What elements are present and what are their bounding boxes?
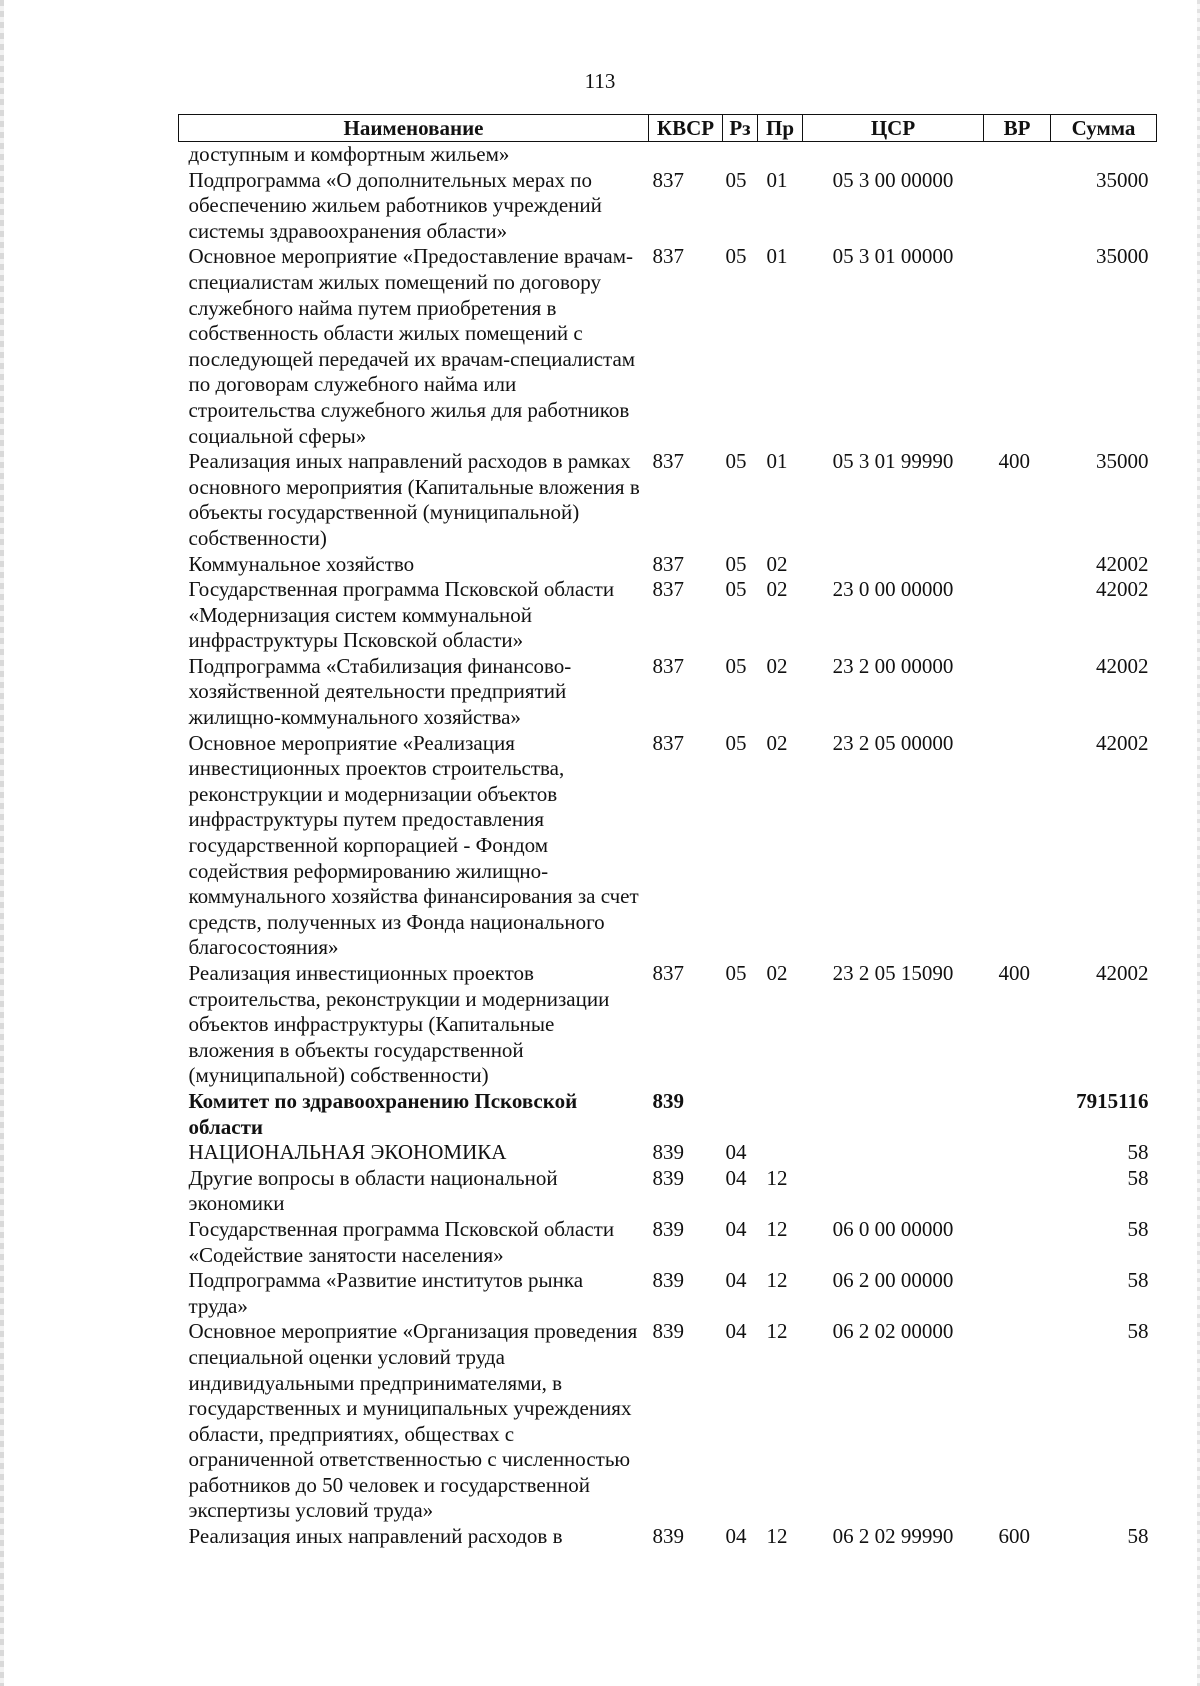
cell-vr [984,1089,1051,1140]
cell-kvsr: 839 [652,1319,684,1344]
cell-vr [984,244,1051,449]
cell-sum: 58 [1127,1268,1149,1293]
cell-name: Подпрограмма «О дополнительных мерах по обеспечению жильем работников учреждений системы здравоохранения области» [188,167,602,243]
cell-pr: 02 [766,730,788,755]
cell-csr: 05 3 00 00000 [832,167,954,192]
cell-pr: 01 [766,449,788,474]
cell-rz: 04 [725,1165,747,1190]
cell-sum: 58 [1127,1165,1149,1190]
cell-name: Основное мероприятие «Реализация инвестиционных проектов строительства, реконструкции и модернизации объектов инфраструктуры путем предоставления государственной корпорацией - Фондом содействия реформированию жилищно-коммунального хозяйства финансирования за счет средств, полученных из Фонда национального благосостояния» [188,730,639,960]
cell-kvsr: 839 [652,1216,684,1241]
cell-name: Подпрограмма «Стабилизация финансово-хозяйственной деятельности предприятий жилищно-коммунального хозяйства» [188,653,572,730]
cell-kvsr: 839 [652,1524,684,1549]
cell-rz: 05 [725,653,747,678]
cell-name: НАЦИОНАЛЬНАЯ ЭКОНОМИКА [188,1140,507,1165]
cell-csr: 23 2 00 00000 [832,653,954,678]
cell-csr: 23 2 05 15090 [832,961,954,985]
cell-rz [723,1089,758,1140]
cell-rz: 05 [725,961,747,985]
cell-vr [984,142,1051,168]
cell-rz: 04 [725,1268,747,1293]
cell-kvsr: 837 [652,730,684,755]
table-body [179,142,1157,1550]
cell-rz [723,142,758,168]
cell-kvsr: 839 [652,1165,684,1190]
cell-sum: 42002 [1096,551,1149,576]
cell-pr: 12 [766,1319,788,1344]
cell-rz: 05 [725,551,747,576]
cell-vr [984,552,1051,578]
cell-pr: 12 [766,1165,788,1190]
cell-csr: 05 3 01 00000 [832,244,954,269]
table-header-row [179,115,1157,142]
cell-csr: 23 0 00 00000 [832,577,954,602]
header-pr: Пр [758,115,803,142]
cell-csr: 06 2 02 00000 [832,1319,954,1344]
cell-name: Другие вопросы в области национальной экономики [188,1165,558,1216]
cell-csr: 23 2 05 00000 [832,730,954,755]
cell-csr [803,142,984,168]
cell-kvsr: 837 [652,577,684,602]
cell-kvsr: 839 [652,1088,684,1113]
cell-vr [984,168,1051,245]
cell-pr: 02 [766,961,788,985]
cell-pr: 01 [766,244,788,269]
cell-rz: 04 [725,1140,747,1165]
cell-name: Реализация инвестиционных проектов строительства, реконструкции и модернизации объектов инфраструктуры (Капитальные вложения в объекты государственной (муниципальной) собственности) [188,961,610,1088]
header-vr: ВР [984,115,1051,142]
cell-kvsr: 839 [652,1140,684,1165]
table-row [179,577,1157,654]
cell-kvsr: 837 [652,167,684,192]
cell-pr [758,1089,803,1140]
table-row [179,1319,1157,1524]
cell-csr: 05 3 01 99990 [832,449,954,474]
table-row [179,654,1157,731]
cell-rz: 04 [725,1216,747,1241]
cell-csr [803,552,984,578]
table-row [179,961,1157,1089]
cell-name: Государственная программа Псковской области «Модернизация систем коммунальной инфраструктуры Псковской области» [188,577,615,653]
table-row [179,731,1157,961]
cell-pr: 12 [766,1268,788,1293]
cell-name: доступным и комфортным жильем» [188,142,510,166]
header-csr: ЦСР [803,115,984,142]
cell-kvsr: 837 [652,244,684,269]
table-row [179,1166,1157,1217]
cell-csr [803,1089,984,1140]
cell-csr: 06 2 02 99990 [832,1524,954,1549]
cell-vr: 600 [998,1524,1030,1549]
cell-sum: 7915116 [1076,1088,1149,1113]
cell-name: Комитет по здравоохранению Псковской области [188,1088,578,1139]
cell-sum: 42002 [1096,730,1149,755]
table-row [179,1089,1157,1140]
cell-pr: 02 [766,551,788,576]
cell-sum: 42002 [1096,961,1149,985]
cell-kvsr: 837 [652,961,684,985]
cell-name: Основное мероприятие «Организация проведения специальной оценки условий труда индивидуальными предпринимателями, в государственных и муниципальных учреждениях области, предприятиях, обществах с ограниченной ответственностью с численностью работников до 50 человек и государственной экспертизы условий труда» [188,1319,638,1523]
cell-rz: 05 [725,577,747,602]
header-kvsr: КВСР [649,115,723,142]
cell-name: Государственная программа Псковской области «Содействие занятости населения» [188,1216,615,1267]
cell-rz: 04 [725,1319,747,1344]
cell-kvsr [649,142,723,168]
cell-pr: 12 [766,1216,788,1241]
cell-pr: 01 [766,167,788,192]
cell-pr [758,1140,803,1166]
cell-name: Реализация иных направлений расходов в рамках основного мероприятия (Капитальные вложения в объекты государственной (муниципальной) собственности) [188,449,640,550]
cell-vr [984,731,1051,961]
table-row [179,449,1157,551]
cell-sum: 35000 [1096,167,1149,192]
cell-vr [984,1140,1051,1166]
table-row [179,1268,1157,1319]
table-row [179,1524,1157,1550]
cell-sum: 35000 [1096,449,1149,474]
cell-name: Основное мероприятие «Предоставление врачам-специалистам жилых помещений по договору служебного найма путем приобретения в собственность области жилых помещений с последующей передачей их врачам-специалистам по договорам служебного найма или строительства служебного жилья для работников социальной сферы» [188,244,636,448]
cell-vr [984,577,1051,654]
budget-table [178,114,1157,1550]
cell-csr [803,1140,984,1166]
cell-pr: 12 [766,1524,788,1549]
table-row [179,168,1157,245]
cell-sum: 35000 [1096,244,1149,269]
header-rz: Рз [723,115,758,142]
cell-sum: 58 [1127,1140,1149,1165]
cell-kvsr: 837 [652,449,684,474]
table-row [179,142,1157,168]
cell-sum: 58 [1127,1216,1149,1241]
table-row [179,1217,1157,1268]
cell-name: Реализация иных направлений расходов в [188,1524,563,1549]
cell-kvsr: 837 [652,653,684,678]
cell-sum [1051,142,1157,168]
cell-pr: 02 [766,653,788,678]
table-row [179,552,1157,578]
cell-pr [758,142,803,168]
cell-name: Коммунальное хозяйство [188,551,415,576]
cell-vr [984,654,1051,731]
cell-vr: 400 [998,449,1030,474]
cell-vr: 400 [998,961,1030,985]
cell-vr [984,1217,1051,1268]
cell-vr [984,1268,1051,1319]
cell-csr: 06 0 00 00000 [832,1216,954,1241]
cell-rz: 05 [725,244,747,269]
cell-rz: 05 [725,449,747,474]
cell-kvsr: 839 [652,1268,684,1293]
cell-vr [984,1166,1051,1217]
header-name: Наименование [179,115,649,142]
cell-kvsr: 837 [652,551,684,576]
cell-csr: 06 2 00 00000 [832,1268,954,1293]
cell-csr [803,1166,984,1217]
cell-rz: 04 [725,1524,747,1549]
cell-sum: 58 [1127,1319,1149,1344]
cell-name: Подпрограмма «Развитие институтов рынка труда» [188,1268,584,1318]
page-number: 113 [584,69,616,93]
cell-sum: 58 [1127,1524,1149,1549]
cell-rz: 05 [725,167,747,192]
cell-rz: 05 [725,730,747,755]
cell-vr [984,1319,1051,1524]
table-row [179,244,1157,449]
cell-sum: 42002 [1096,653,1149,678]
cell-pr: 02 [766,577,788,602]
table-row [179,1140,1157,1166]
header-sum: Сумма [1051,115,1157,142]
cell-sum: 42002 [1096,577,1149,602]
scan-edge-left [0,0,4,1686]
